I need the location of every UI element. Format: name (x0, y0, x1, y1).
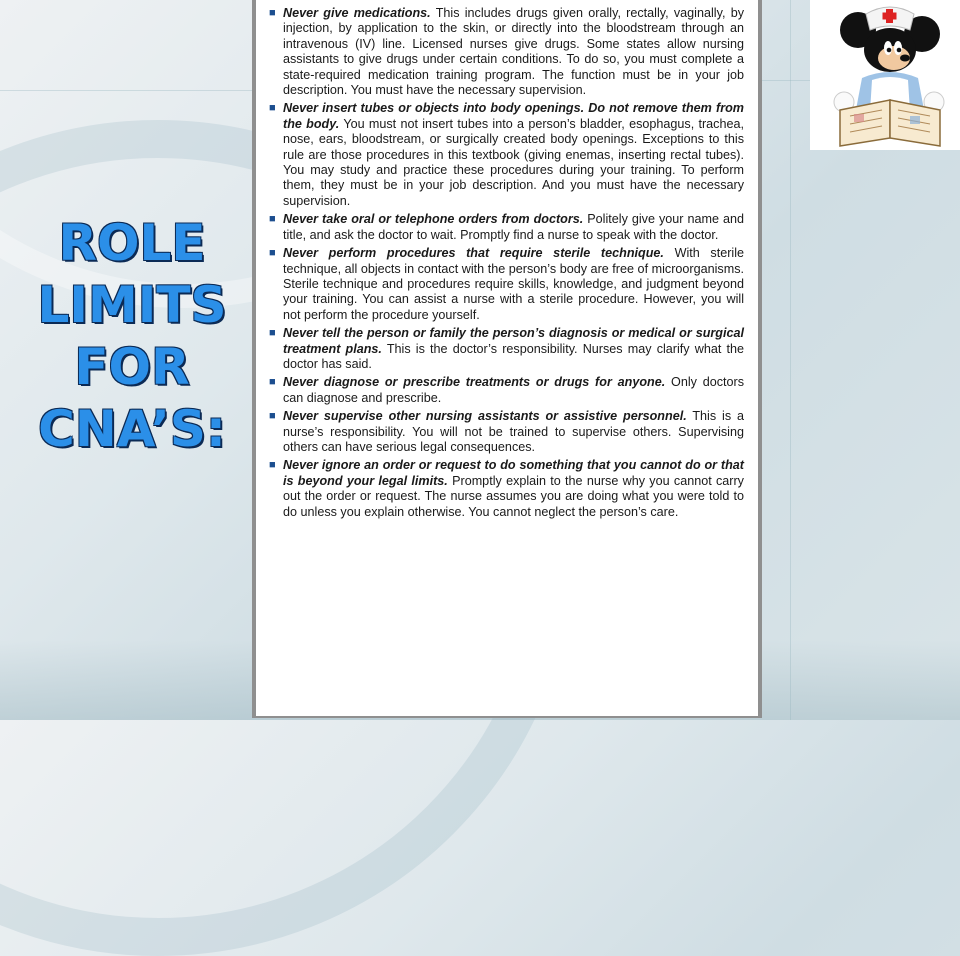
rule-item (266, 375, 744, 406)
rule-text (283, 375, 744, 406)
nurse-mouse-illustration (810, 0, 960, 150)
rule-text (283, 458, 744, 520)
square-bullet-icon: ■ (269, 247, 276, 260)
rule-heading: Never ignore an order or request to do something that you cannot do or that is beyond your legal limits. (283, 458, 744, 488)
rule-text (283, 101, 744, 209)
rule-heading: Never give medications. (283, 6, 431, 20)
rule-heading: Never tell the person or family the person’s diagnosis or medical or surgical treatment plans. (283, 326, 744, 356)
rule-text (283, 246, 744, 323)
rule-heading: Never perform procedures that require sterile technique. (283, 246, 664, 261)
rule-body: Only doctors can diagnose and prescribe. (283, 375, 745, 405)
rule-text (283, 409, 744, 455)
nurse-mouse-icon (810, 0, 960, 150)
rule-text (283, 212, 744, 243)
rule-item (266, 458, 744, 520)
square-bullet-icon: ■ (269, 102, 276, 115)
rule-item (266, 246, 744, 323)
square-bullet-icon: ■ (269, 410, 276, 423)
title-line: FOR (74, 338, 190, 396)
rule-text (283, 6, 744, 98)
rule-text (283, 326, 744, 372)
rule-body: Politely give your name and title, and ask the doctor to wait. Promptly find a nurse to speak with the doctor. (283, 212, 744, 242)
title-line: CNA’S: (38, 400, 226, 458)
rule-heading: Never supervise other nursing assistants or assistive personnel. (283, 409, 687, 424)
rule-item (266, 326, 744, 372)
rule-item (266, 6, 744, 98)
background-line (0, 90, 252, 91)
square-bullet-icon: ■ (269, 327, 276, 340)
rule-body: You must not insert tubes into a person’s bladder, esophagus, trachea, nose, ears, bloodstream, or surgically created body openings. Exceptions to this rule are those procedures in this textbook (giving enemas, inserting rectal tubes). You may study and practice these procedures during your training. To perform them, they must be in your job description. And you must have the necessary supervision. (283, 116, 744, 208)
title-line: LIMITS (37, 276, 227, 334)
title-line: ROLE (58, 214, 206, 272)
rule-body: Promptly explain to the nurse why you cannot carry out the order or request. The nurse assumes you are doing what you were told to do unless you explain otherwise. You cannot neglect the person’s care. (283, 473, 744, 519)
rule-body: This includes drugs given orally, rectally, vaginally, by injection, by application to the skin, or directly into the bloodstream through an intravenous (IV) line. Licensed nurses give drugs. Some states allow nursing assistants to give drugs under certain conditions. To do so, you must complete a state-required medication training program. The function must be in your job description. You must have the necessary supervision. (283, 6, 744, 98)
rule-item (266, 409, 744, 455)
square-bullet-icon: ■ (269, 376, 276, 389)
slide-title (22, 212, 242, 460)
rule-heading: Never take oral or telephone orders from doctors. (283, 212, 584, 227)
background-line (790, 0, 791, 720)
rule-heading: Never insert tubes or objects into body openings. Do not remove them from the body. (283, 101, 744, 131)
rule-body: This is the doctor’s responsibility. Nurses may clarify what the doctor has said. (283, 341, 744, 371)
square-bullet-icon: ■ (269, 459, 276, 472)
rule-item (266, 212, 744, 243)
rule-heading: Never diagnose or prescribe treatments or drugs for anyone. (283, 375, 666, 390)
rule-body: This is a nurse’s responsibility. You will not be trained to supervise others. Supervising others can have serious legal consequences. (283, 409, 744, 454)
textbook-excerpt (252, 0, 762, 718)
square-bullet-icon: ■ (269, 7, 276, 19)
square-bullet-icon: ■ (269, 213, 276, 226)
rule-body: With sterile technique, all objects in contact with the person’s body are free of microorganisms. Sterile technique and procedures require skills, knowledge, and judgment beyond your training. You can assist a nurse with a sterile procedure. However, you will not perform the procedure yourself. (283, 246, 744, 322)
rule-item (266, 101, 744, 209)
